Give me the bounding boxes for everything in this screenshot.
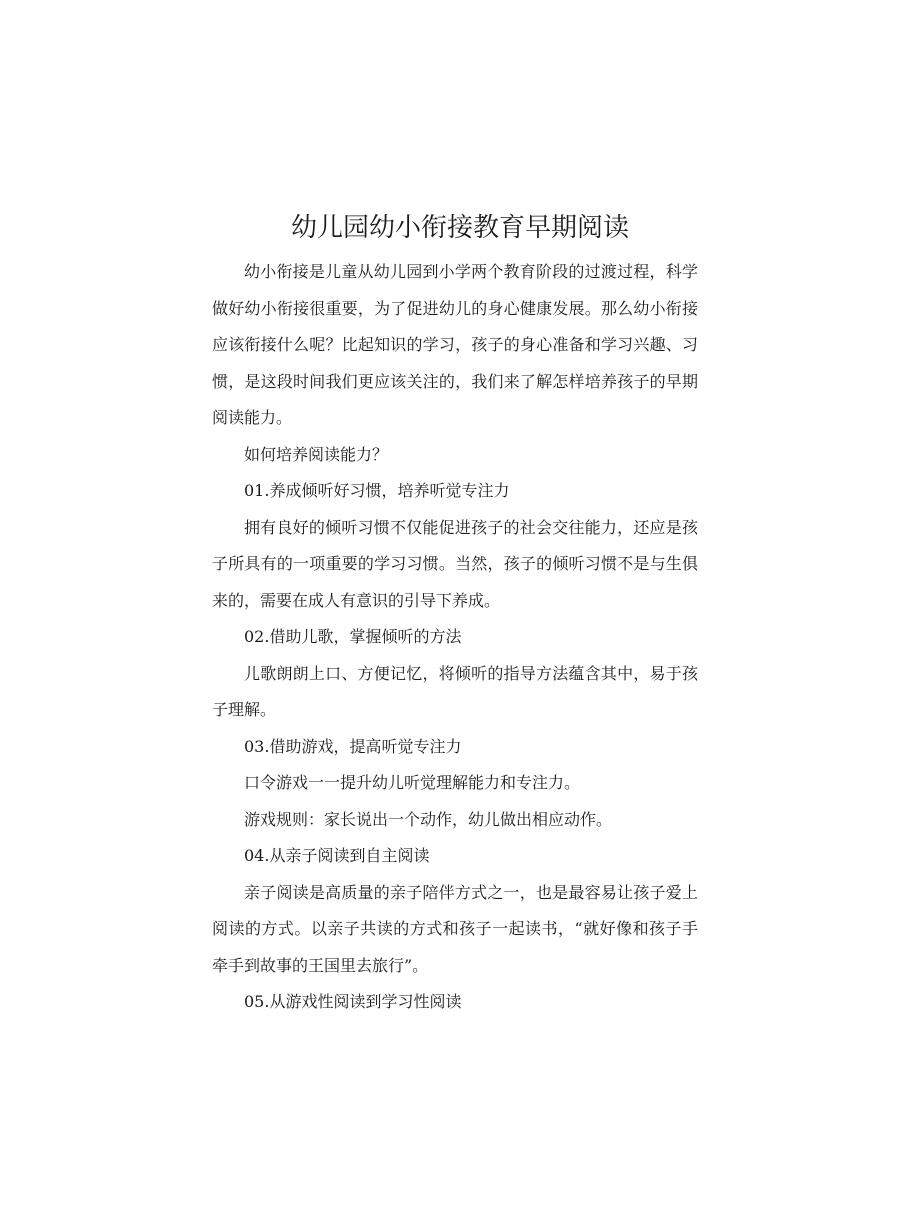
section-body-04: 亲子阅读是高质量的亲子陪伴方式之一，也是最容易让孩子爱上阅读的方式。以亲子共读的方式和孩子一起读书，“就好像和孩子手牵手到故事的王国里去旅行”。 <box>212 882 698 975</box>
section-body-03: 口令游戏一一提升幼儿听觉理解能力和专注力。 <box>244 773 581 792</box>
intro-paragraph: 幼小衔接是儿童从幼儿园到小学两个教育阶段的过渡过程，科学做好幼小衔接很重要，为了促进幼儿的身心健康发展。那么幼小衔接应该衔接什么呢？比起知识的学习，孩子的身心准备和学习兴趣、习惯，是这段时间我们更应该关注的，我们来了解怎样培养孩子的早期阅读能力。 <box>212 262 698 427</box>
section-question: 如何培养阅读能力？ <box>244 444 389 464</box>
section-body-02: 儿歌朗朗上口、方便记忆，将倾听的指导方法蕴含其中，易于孩子理解。 <box>212 663 698 719</box>
section-heading-03: 03.借助游戏，提高听觉专注力 <box>244 736 462 756</box>
section-heading-05: 05.从游戏性阅读到学习性阅读 <box>244 992 462 1011</box>
section-heading-04: 04.从亲子阅读到自主阅读 <box>244 846 430 865</box>
document-title: 幼儿园幼小衔接教育早期阅读 <box>290 213 629 243</box>
section-heading-01: 01.养成倾听好习惯，培养听觉专注力 <box>244 481 510 500</box>
document-body <box>212 254 698 1021</box>
section-body-01: 拥有良好的倾听习惯不仅能促进孩子的社会交往能力，还应是孩子所具有的一项重要的学习习惯。当然，孩子的倾听习惯不是与生俱来的，需要在成人有意识的引导下养成。 <box>212 517 698 610</box>
section-heading-02: 02.借助儿歌，掌握倾听的方法 <box>244 627 462 646</box>
game-rules: 游戏规则：家长说出一个动作，幼儿做出相应动作。 <box>244 809 613 829</box>
